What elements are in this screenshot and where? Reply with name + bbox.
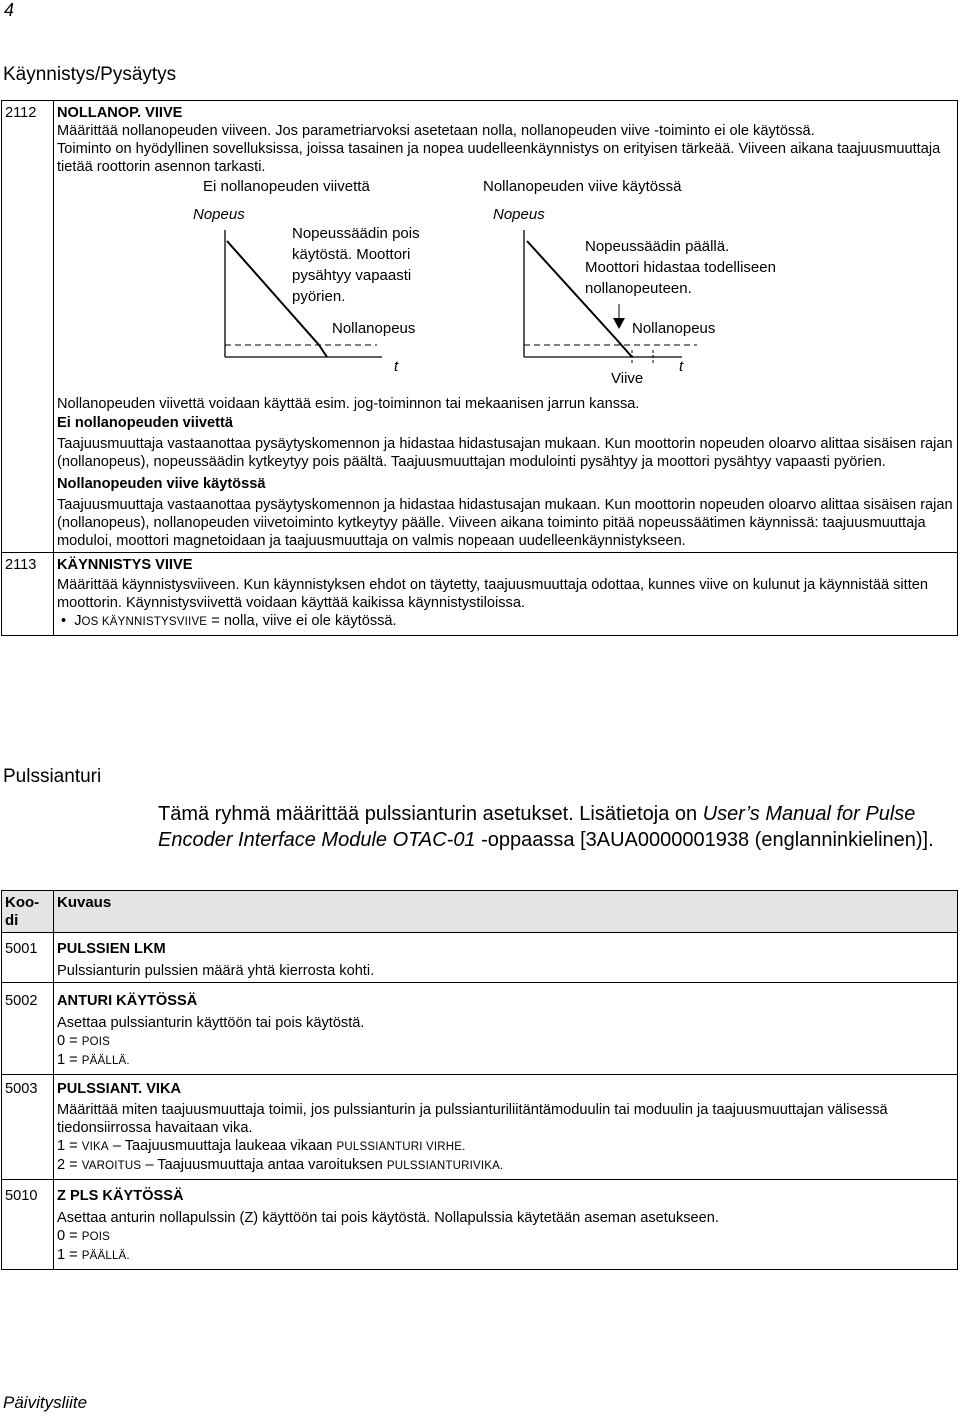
- option-item: 1 = VIKA – Taajuusmuuttaja laukeaa vikaan PULSSIANTURI VIRHE.: [57, 1138, 466, 1154]
- param-code: 2113: [2, 553, 54, 636]
- subheading: Nollanopeuden viive käytössä: [57, 476, 266, 492]
- param-code: 5001: [2, 933, 54, 983]
- param-description: [54, 983, 958, 1075]
- table-row: [2, 983, 958, 1075]
- param-description: [54, 101, 958, 553]
- table-row: [2, 1180, 958, 1270]
- param-text: Toiminto on hyödyllinen sovelluksissa, joissa tasainen ja nopea uudelleenkäynnistys on erityisen tärkeää. Viiveen aikana taajuusmuuttaja tietää roottorin asennon tarkasti.: [57, 141, 941, 175]
- left-yaxis-label: Nopeus: [193, 206, 245, 223]
- param-text: Taajuusmuuttaja vastaanottaa pysäytyskomennon ja hidastaa hidastusajan mukaan. Kun moottorin nopeuden oloarvo alittaa sisäisen rajan (nollanopeus), nollanopeuden viivetoiminto kytkeytyy päälle. Viiveen aikana toiminto pitää nopeussäätimen käynnissä: taajuusmuuttaja moduloi, moottori magnetoidaan ja taajuusmuuttaja on valmis nopeaan uudelleenkäynnistykseen.: [57, 497, 953, 549]
- option-item: 1 = PÄÄLLÄ.: [57, 1247, 130, 1263]
- param-description: [54, 1180, 958, 1270]
- left-note: Nopeussäädin pois käytöstä. Moottori pysähtyy vapaasti pyörien.: [292, 225, 420, 305]
- zero-speed-delay-diagram: [57, 178, 937, 404]
- option-item: 1 = PÄÄLLÄ.: [57, 1052, 130, 1068]
- right-diagram-title: Nollanopeuden viive käytössä: [483, 178, 682, 195]
- option-item: 0 = POIS: [57, 1033, 111, 1049]
- table-row: [2, 553, 958, 636]
- param-description: [54, 553, 958, 636]
- left-diagram-title: Ei nollanopeuden viivettä: [203, 178, 370, 195]
- param-name: Z PLS KÄYTÖSSÄ: [57, 1188, 184, 1204]
- table-row: [2, 101, 958, 553]
- param-code: 5010: [2, 1180, 54, 1270]
- subheading: Ei nollanopeuden viivettä: [57, 415, 233, 431]
- page-number: 4: [4, 0, 15, 20]
- right-zero-speed-label: Nollanopeus: [632, 320, 716, 337]
- column-header-description: Kuvaus: [54, 891, 958, 933]
- section-title-pulse-encoder: Pulssianturi: [3, 766, 102, 787]
- param-name: ANTURI KÄYTÖSSÄ: [57, 993, 198, 1009]
- param-text: Asettaa pulssianturin käyttöön tai pois käytöstä.: [57, 1015, 365, 1031]
- param-text: Nollanopeuden viivettä voidaan käyttää esim. jog-toiminnon tai mekaanisen jarrun kanssa.: [57, 396, 640, 412]
- right-note: Nopeussäädin päällä. Moottori hidastaa todelliseen nollanopeuteen.: [585, 238, 776, 297]
- column-header-code: Koo- di: [2, 891, 54, 933]
- param-name: NOLLANOP. VIIVE: [57, 105, 183, 121]
- param-table-start-stop: [1, 100, 958, 636]
- right-yaxis-label: Nopeus: [493, 206, 545, 223]
- param-description: [54, 933, 958, 983]
- delay-label: Viive: [611, 370, 644, 387]
- arrow-down-icon: [613, 318, 625, 329]
- param-name: PULSSIANT. VIKA: [57, 1081, 182, 1097]
- table-header: [2, 891, 958, 933]
- table-row: [2, 933, 958, 983]
- param-code: 5003: [2, 1075, 54, 1180]
- param-table-pulse-encoder: [1, 890, 958, 1270]
- option-item: 0 = POIS: [57, 1228, 111, 1244]
- option-item: 2 = VAROITUS – Taajuusmuuttaja antaa varoituksen PULSSIANTURIVIKA.: [57, 1157, 504, 1173]
- param-description: [54, 1075, 958, 1180]
- table-row: [2, 1075, 958, 1180]
- param-code: 5002: [2, 983, 54, 1075]
- param-name: KÄYNNISTYS VIIVE: [57, 557, 193, 573]
- left-xaxis-label: t: [394, 358, 399, 375]
- page-footer: Päivitysliite: [3, 1393, 88, 1412]
- right-xaxis-label: t: [679, 358, 684, 375]
- param-text: Määrittää käynnistysviiveen. Kun käynnistyksen ehdot on täytetty, taajuusmuuttaja odottaa, kunnes viive on kulunut ja käynnistää sitten moottorin. Käynnistysviivettä voidaan käyttää kaikissa käynnistystiloissa.: [57, 577, 928, 611]
- param-text: Taajuusmuuttaja vastaanottaa pysäytyskomennon ja hidastaa hidastusajan mukaan. Kun moottorin nopeuden oloarvo alittaa sisäisen rajan (nollanopeus), nopeussäädin kytkeytyy pois päältä. Taajuusmuuttajan modulointi pysähtyy ja moottori pysähtyy vapaasti pyörien.: [57, 436, 953, 470]
- param-name: PULSSIEN LKM: [57, 941, 166, 957]
- param-code: 2112: [2, 101, 54, 553]
- list-item: • JOS KÄYNNISTYSVIIVE = nolla, viive ei ole käytössä.: [61, 613, 397, 629]
- param-text: Määrittää miten taajuusmuuttaja toimii, jos pulssianturin ja pulssianturiliitäntämoduulin tai moduulin ja taajuusmuuttajan välisessä tiedonsiirrossa havaitaan vika.: [57, 1102, 888, 1136]
- section-title-start-stop: Käynnistys/Pysäytys: [3, 64, 177, 85]
- left-zero-speed-label: Nollanopeus: [332, 320, 416, 337]
- param-text: Asettaa anturin nollapulssin (Z) käyttöön tai pois käytöstä. Nollapulssia käytetään aseman asetukseen.: [57, 1210, 719, 1226]
- param-text: Pulssianturin pulssien määrä yhtä kierrosta kohti.: [57, 963, 375, 979]
- param-text: Määrittää nollanopeuden viiveen. Jos parametriarvoksi asetetaan nolla, nollanopeuden viive -toiminto ei ole käytössä.: [57, 123, 815, 139]
- section-intro: Tämä ryhmä määrittää pulssianturin asetukset. Lisätietoja on User’s Manual for Pulse Encoder Interface Module OTAC-01 -oppaassa [3AUA0000001938 (englanninkielinen)].: [158, 803, 934, 851]
